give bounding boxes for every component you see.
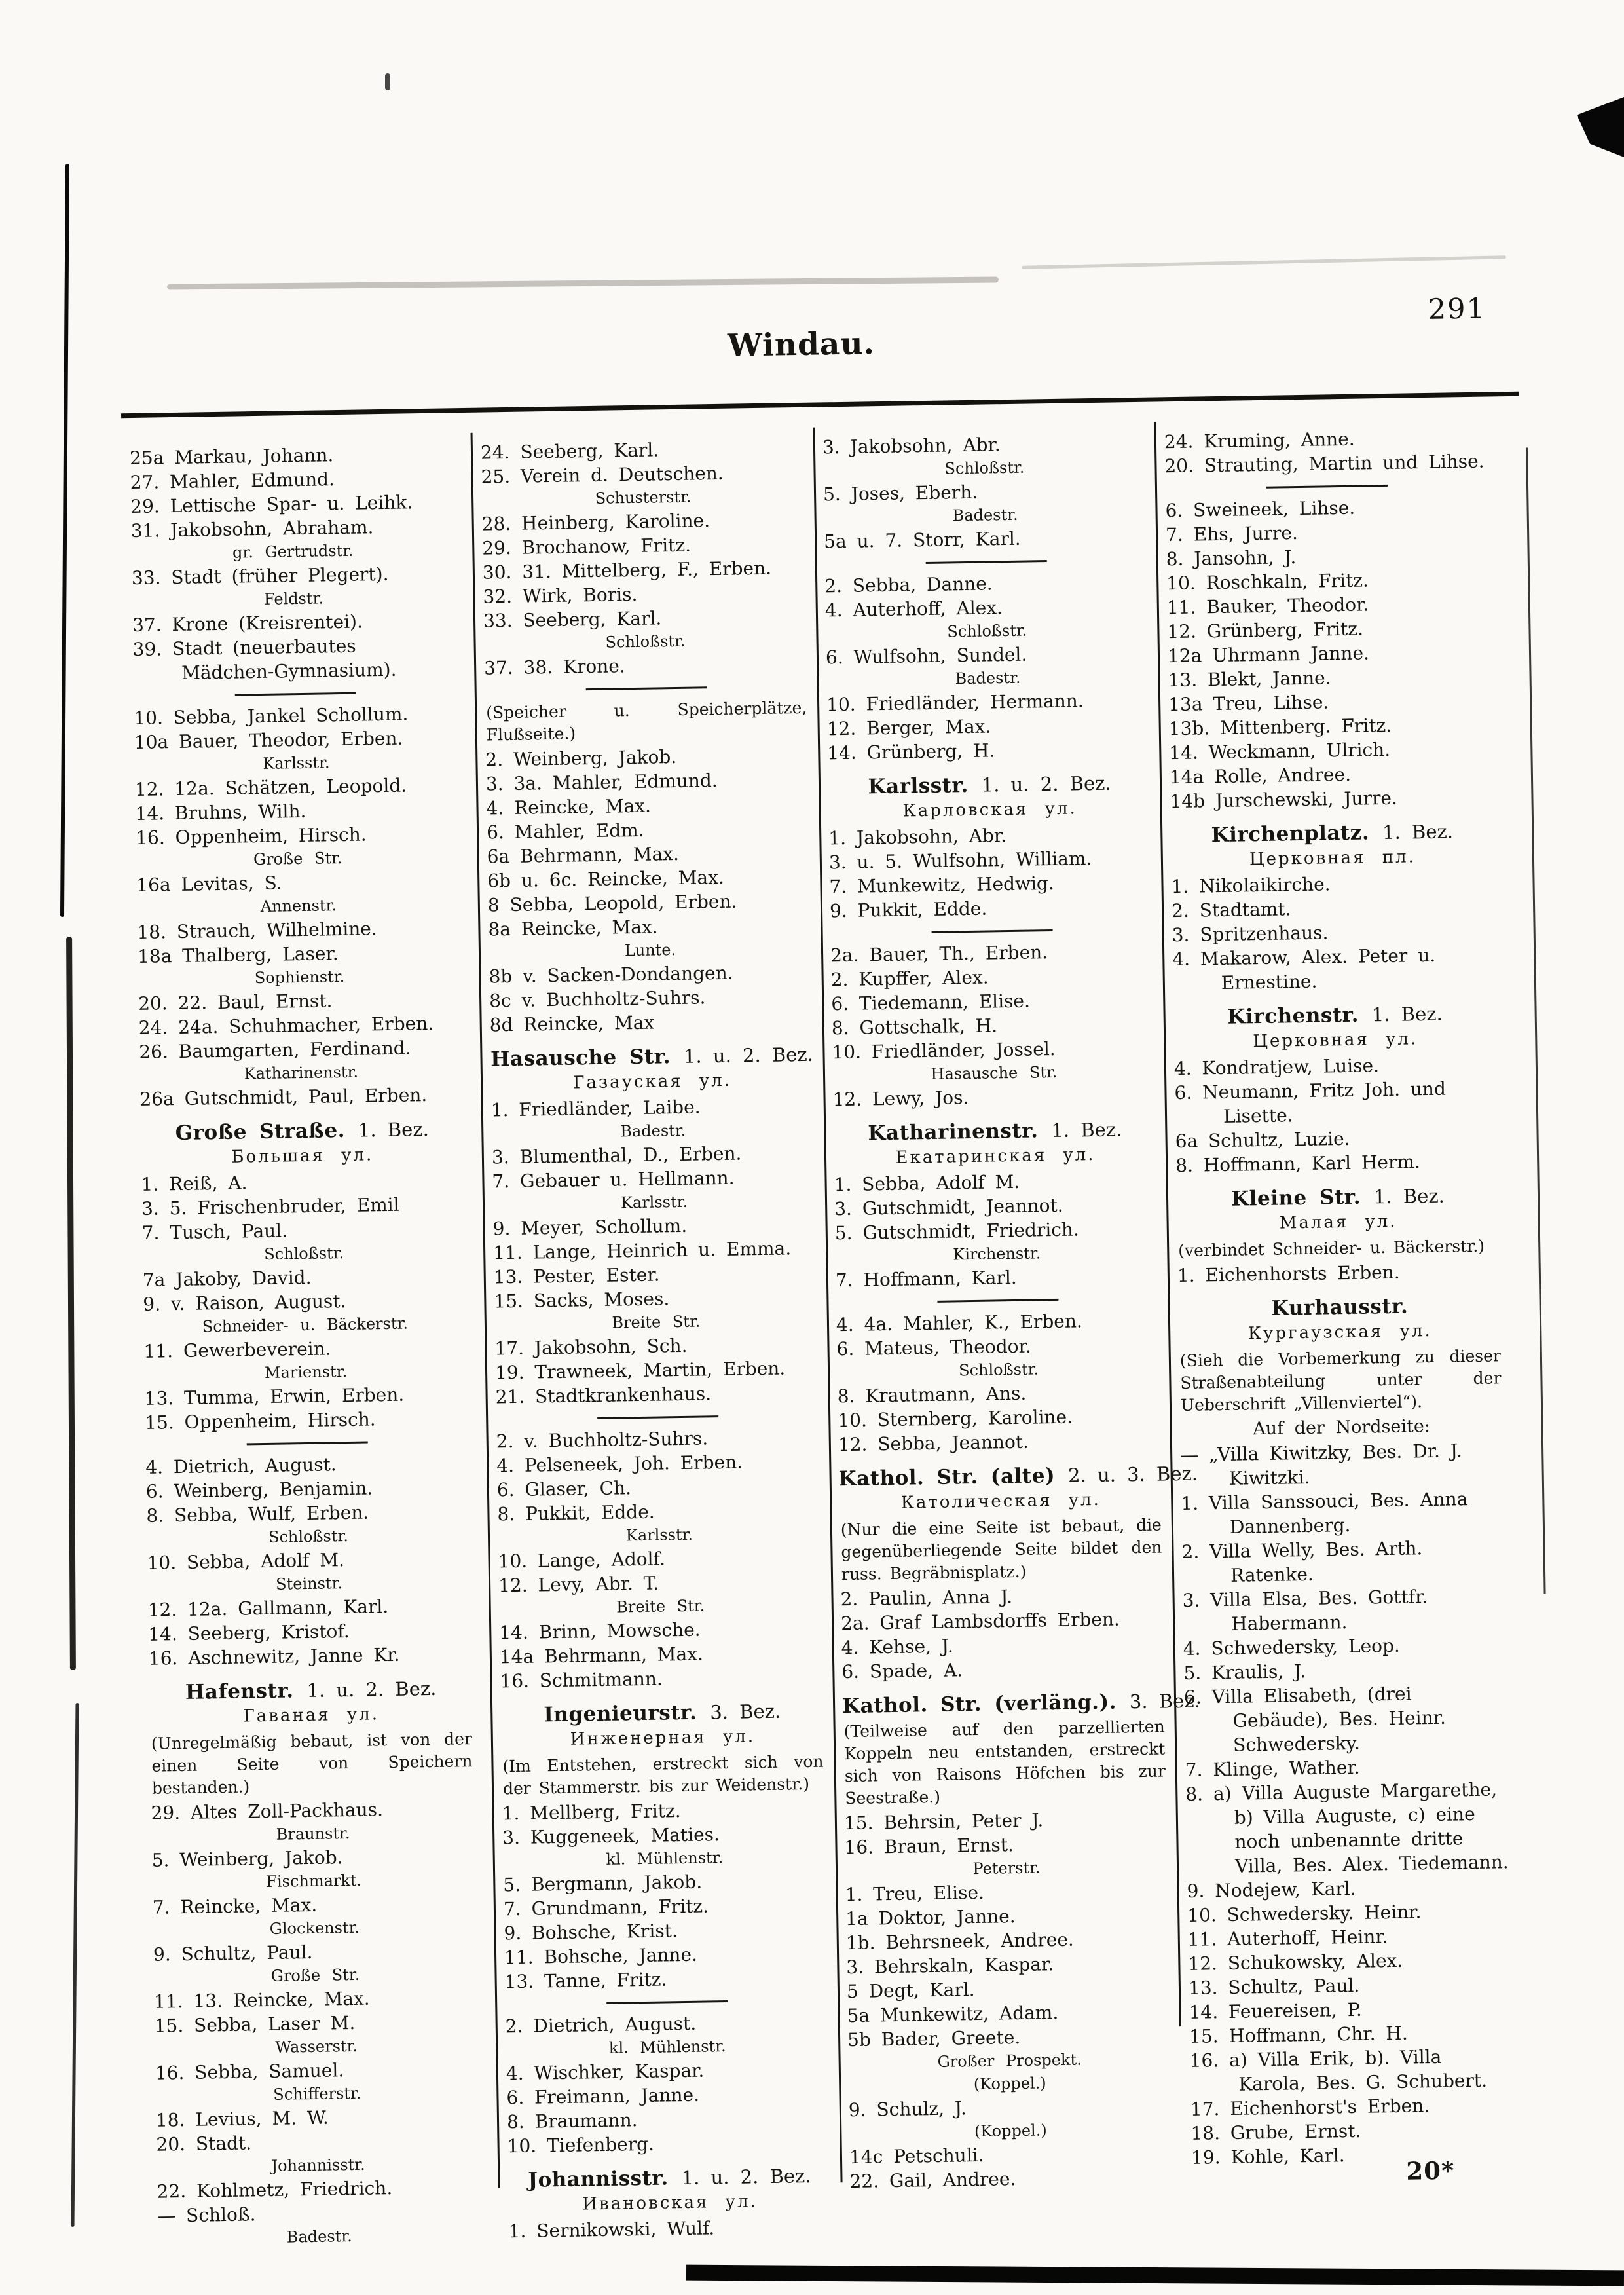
street-caption: Peterstr. (972, 1858, 1041, 1878)
street-heading (841, 1688, 1200, 1719)
entry: 18. Grube, Ernst. (1190, 2119, 1361, 2144)
entry: 1. Friedländer, Laibe. (490, 1096, 701, 1121)
section-note: (Unregelmäßig bebaut, ist von der einen Seite von Speichern bestanden.) (151, 1729, 473, 1798)
street-caption: Glockenstr. (269, 1918, 360, 1938)
entry: 25a Markau, Johann. (129, 444, 334, 470)
entry: 17. Eichenhorst's Erben. (1190, 2095, 1430, 2120)
entry: 20. Stadt. (156, 2132, 252, 2155)
divider (246, 1442, 367, 1446)
entry: 16. Schmitmann. (500, 1668, 663, 1692)
district-label: 3. Bez. (1129, 1689, 1200, 1713)
entry: 16. a) Villa Erik, b). Villa Karola, Bes. G. Schubert. (1189, 2045, 1488, 2095)
entry: 12. 12a. Schätzen, Leopold. (134, 774, 407, 800)
street-caption: Badestr. (286, 2227, 352, 2247)
street-heading (149, 1675, 473, 1706)
entry: 4. Schwedersky, Leop. (1183, 1634, 1401, 1660)
street-caption: Kirchenstr. (953, 1244, 1041, 1264)
entry: 20. 22. Baul, Ernst. (138, 990, 333, 1015)
street-caption: Marienstr. (264, 1362, 348, 1382)
street-caption: Schloßstr. (268, 1526, 349, 1546)
street-heading (828, 770, 1152, 801)
entry: 5. Kraulis, J. (1183, 1660, 1306, 1684)
entry: 9. Meyer, Schollum. (492, 1214, 688, 1240)
entry: 12. Lewy, Jos. (832, 1087, 969, 1111)
entry: 13b. Mittenberg. Fritz. (1168, 714, 1392, 740)
street-caption: Schloßstr. (947, 621, 1027, 641)
entry: 9. v. Raison, August. (143, 1290, 346, 1315)
street-name-russian: Кургаузская ул. (1247, 1320, 1432, 1344)
street-caption: Feldstr. (263, 589, 324, 608)
entry: 14a Rolle, Andree. (1169, 763, 1352, 789)
section-note: (Speicher u. Speicherplätze, Flußseite.) (486, 698, 807, 745)
entry: 17. Jakobsohn, Sch. (494, 1334, 688, 1360)
entry: 15. Hoffmann, Chr. H. (1189, 2022, 1408, 2047)
entry: 14. Weckmann, Ulrich. (1169, 738, 1391, 764)
entry: 16. Sebba, Samuel. (155, 2059, 344, 2084)
entry: 7. Reincke, Max. (152, 1894, 318, 1918)
entry: 10. Schwedersky. Heinr. (1187, 1901, 1422, 1926)
entry: 28. Heinberg, Karoline. (481, 510, 710, 535)
entry: 10. Friedländer, Jossel. (832, 1037, 1056, 1064)
district-label: 1. u. 2. Bez. (683, 1043, 814, 1068)
street-name: Kathol. Str. (verläng.). (841, 1690, 1117, 1719)
street-name-russian: Екатаринская ул. (895, 1145, 1096, 1168)
entry: 12. Levy, Abr. T. (498, 1572, 659, 1597)
entry: 4. Kondratjew, Luise. (1173, 1054, 1380, 1080)
street-name: Kathol. Str. (alte) (838, 1464, 1056, 1491)
entry: 9. Bohsche, Krist. (504, 1920, 678, 1945)
street-caption: Steinstr. (275, 1574, 343, 1594)
entry: 29. Lettische Spar- u. Leihk. (130, 491, 413, 518)
entry: 26. Baumgarten, Ferdinand. (139, 1037, 411, 1063)
entry: 13a Treu, Lihse. (1168, 691, 1329, 716)
street-caption: Schneider- u. Bäckerstr. (202, 1314, 409, 1336)
entry: 5b Bader, Greete. (847, 2026, 1021, 2051)
entry: 14. Bruhns, Wilh. (135, 800, 306, 825)
street-caption: Badestr. (620, 1121, 686, 1141)
entry: 18a Thalberg, Laser. (137, 942, 339, 967)
street-name-russian: Малая ул. (1279, 1211, 1397, 1233)
entry: 8. a) Villa Auguste Margarethe, b) Villa Auguste, c) eine noch unbenannte dritte Villa, Bes. Alex. Tiedemann. (1185, 1778, 1509, 1877)
street-caption: Karlsstr. (620, 1192, 688, 1212)
district-label: 1. Bez. (1051, 1118, 1122, 1142)
street-caption: Breite Str. (616, 1596, 705, 1616)
entry: 24. 24a. Schuhmacher, Erben. (138, 1012, 434, 1039)
street-name: Katharinenstr. (868, 1119, 1039, 1146)
entry: 6. Spade, A. (841, 1659, 963, 1683)
entry: 8. Jansohn, J. (1166, 546, 1297, 570)
entry: 8. Hoffmann, Karl Herm. (1175, 1151, 1421, 1177)
street-caption: gr. Gertrudstr. (232, 541, 354, 562)
entry: 39. Stadt (neuerbautes Mädchen-Gymnasium). (132, 635, 397, 684)
entry: — „Villa Kiwitzky, Bes. Dr. J. Kiwitzki. (1179, 1440, 1462, 1489)
entry: 6. Tiedemann, Elise. (831, 990, 1031, 1015)
entry: 6. Glaser, Ch. (496, 1477, 632, 1501)
street-caption: Karlsstr. (263, 753, 330, 773)
street-caption: Lunte. (624, 941, 676, 960)
entry: 21. Stadtkrankenhaus. (495, 1383, 712, 1408)
entry: 3. Blumenthal, D., Erben. (491, 1142, 742, 1168)
district-label: 1. Bez. (1373, 1184, 1445, 1208)
entry: 6a Behrmann, Max. (487, 842, 680, 868)
street-caption: Karlsstr. (625, 1525, 693, 1545)
entry: 13. Tanne, Fritz. (504, 1968, 667, 1993)
entry: 14a Behrmann, Max. (499, 1643, 704, 1668)
street-caption: Schifferstr. (273, 2083, 361, 2104)
street-caption: Breite Str. (612, 1312, 701, 1332)
entry: 9. Pukkit, Edde. (829, 897, 987, 922)
street-name: Kirchenplatz. (1211, 821, 1370, 848)
street-name: Karlsstr. (868, 773, 969, 799)
entry: 1b. Behrsneek, Andree. (845, 1928, 1075, 1954)
entry: 8c v. Buchholtz-Suhrs. (489, 986, 706, 1012)
entry: 8. Pukkit, Edde. (497, 1501, 655, 1525)
entry: 9. Schulz, J. (848, 2097, 967, 2121)
entry: 5. Gutschmidt, Friedrich. (834, 1218, 1080, 1244)
entry: 6. Villa Elisabeth, (drei Gebäude), Bes. Heinr. Schwedersky. (1183, 1683, 1447, 1756)
district-label: 1. u. 2. Bez. (681, 2165, 811, 2190)
entry: 15. Oppenheim, Hirsch. (144, 1408, 376, 1434)
entry: 5 Degt, Karl. (846, 1979, 975, 2003)
entry: 4. Wischker, Kaspar. (506, 2059, 705, 2085)
entry: 14b Jurschewski, Jurre. (1170, 787, 1398, 813)
entry: 11. 13. Reincke, Max. (153, 1987, 370, 2013)
entry: 15. Sacks, Moses. (494, 1288, 670, 1313)
entry: 13. Blekt, Janne. (1168, 667, 1331, 692)
district-label: 3. Bez. (710, 1700, 781, 1724)
entry: 6. Neumann, Fritz Joh. und Lisette. (1174, 1077, 1447, 1127)
entry: 4. Dietrich, August. (145, 1453, 337, 1478)
entry: 6. Freimann, Janne. (506, 2083, 700, 2109)
entry: 3. 5. Frischenbruder, Emil (141, 1193, 399, 1220)
entry: 14. Feuereisen, P. (1189, 1998, 1363, 2023)
entry: 2. Villa Welly, Bes. Arth. Ratenke. (1181, 1537, 1423, 1586)
entry: 13. Tumma, Erwin, Erben. (144, 1383, 405, 1409)
entry: 19. Kohle, Karl. (1190, 2144, 1345, 2169)
entry: 6. Mahler, Edm. (486, 819, 644, 844)
entry: 2. Dietrich, August. (505, 2012, 697, 2038)
street-name: Hafenstr. (185, 1679, 294, 1704)
entry: 4. 4a. Mahler, K., Erben. (836, 1310, 1083, 1336)
entry: 37. Krone (Kreisrentei). (132, 610, 363, 637)
entry: 4. Pelseneek, Joh. Erben. (496, 1451, 743, 1477)
entry: 7. Grundmann, Fritz. (503, 1895, 709, 1920)
entry: 12. 12a. Gallmann, Karl. (147, 1595, 389, 1621)
column-3 (822, 430, 1200, 2193)
entry: 9. Nodejew, Karl. (1187, 1877, 1356, 1902)
running-head: Windau. (727, 326, 876, 364)
column-divider-rule (1526, 447, 1545, 1594)
street-heading (140, 1115, 464, 1147)
street-caption: Schloßstr. (605, 631, 686, 652)
street-heading (1170, 817, 1494, 849)
entry: 10. Friedländer, Hermann. (826, 690, 1084, 716)
entry: 16. Oppenheim, Hirsch. (135, 823, 367, 849)
entry: 5a Munkewitz, Adam. (847, 2002, 1059, 2027)
divider (925, 560, 1046, 564)
entry: 10. Roschkaln, Fritz. (1166, 569, 1369, 595)
entry: 12. Schukowsky, Alex. (1188, 1949, 1403, 1975)
entry: 1a Doktor, Janne. (845, 1905, 1016, 1930)
district-label: 1. u. 2. Bez. (981, 772, 1111, 796)
street-caption: Schloßstr. (958, 1360, 1039, 1380)
column-1 (130, 441, 481, 2250)
street-caption: (Koppel.) (974, 2121, 1047, 2141)
entry: 24. Seeberg, Karl. (480, 439, 659, 464)
entry: 10a Bauer, Theodor, Erben. (134, 727, 403, 753)
street-name: Johannisstr. (528, 2166, 669, 2192)
entry: 2. Stadtamt. (1171, 898, 1291, 922)
street-name-russian: Ивановская ул. (582, 2192, 758, 2214)
entry: 10. Sternberg, Karoline. (838, 1406, 1073, 1432)
district-label: 2. u. 3. Bez. (1067, 1462, 1198, 1487)
entry: 3. Gutschmidt, Jeannot. (834, 1194, 1063, 1220)
street-name-russian: Большая ул. (231, 1145, 374, 1167)
divider (585, 686, 707, 690)
entry: 20. Strauting, Martin und Lihse. (1164, 450, 1485, 477)
entry: 8d Reincke, Max (489, 1011, 655, 1036)
street-name-russian: Гаваная ул. (243, 1704, 380, 1726)
street-name: Hasausche Str. (490, 1045, 671, 1072)
street-caption: Badestr. (955, 668, 1021, 688)
entry: 1. Sebba, Adolf M. (834, 1170, 1020, 1196)
entry: 2. Paulin, Anna J. (840, 1586, 1013, 1611)
entry: 2a. Graf Lambsdorffs Erben. (840, 1608, 1120, 1635)
entry: 3. Kuggeneek, Maties. (502, 1823, 720, 1849)
entry: 11. Gewerbeverein. (143, 1337, 331, 1362)
entry: 10. Lange, Adolf. (498, 1548, 666, 1573)
entry: 2. Weinberg, Jakob. (485, 745, 677, 771)
page-number: 291 (1428, 292, 1486, 326)
entry: 33. Stadt (früher Plegert). (131, 563, 389, 589)
entry: 2. Kupffer, Alex. (830, 966, 989, 991)
section-note: (verbindet Schneider- u. Bäckerstr.) (1178, 1236, 1485, 1261)
district-label: 1. Bez. (1371, 1002, 1443, 1026)
street-name: Ingenieurstr. (544, 1700, 697, 1727)
entry: 1. Villa Sanssouci, Bes. Anna Dannenberg. (1181, 1488, 1468, 1538)
entry: 30. 31. Mittelberg, F., Erben. (482, 557, 772, 584)
entry: 7. Gebauer u. Hellmann. (492, 1166, 735, 1193)
entry: 22. Kohlmetz, Friedrich. (157, 2177, 393, 2203)
entry: 24. Kruming, Anne. (1164, 428, 1355, 453)
entry: 7. Ehs, Jurre. (1165, 522, 1299, 546)
divider (597, 1415, 718, 1419)
entry: 12. Berger, Max. (826, 715, 991, 740)
entry: 3. Jakobsohn, Abr. (822, 434, 1001, 458)
street-caption: Schusterstr. (595, 487, 692, 508)
entry: 16. Aschnewitz, Janne Kr. (148, 1643, 400, 1670)
entry: 4. Reincke, Max. (486, 794, 652, 819)
entry: 11. Lange, Heinrich u. Emma. (492, 1237, 792, 1264)
entry: 33. Seeberg, Karl. (483, 607, 662, 632)
entry: 14. Seeberg, Kristof. (148, 1620, 350, 1645)
district-label: 1. u. 2. Bez. (306, 1677, 437, 1702)
divider (234, 692, 356, 696)
entry: 13. Schultz, Paul. (1188, 1974, 1360, 1999)
entry: 14. Brinn, Mowsche. (499, 1618, 701, 1644)
entry: 26a Gutschmidt, Paul, Erben. (139, 1084, 428, 1110)
entry: 8 Sebba, Leopold, Erben. (487, 890, 737, 916)
entry: 16a Levitas, S. (136, 872, 282, 896)
entry: 6. Weinberg, Benjamin. (145, 1477, 373, 1502)
entry: 5. Joses, Eberh. (822, 481, 978, 506)
entry: 32. Wirk, Boris. (483, 583, 638, 608)
entry: 18. Strauch, Wilhelmine. (137, 918, 377, 943)
entry: 10. Tiefenberg. (507, 2133, 655, 2157)
entry: 8. Sebba, Wulf, Erben. (146, 1501, 369, 1527)
entry: 14. Grünberg, H. (827, 739, 995, 764)
street-heading (833, 1116, 1157, 1148)
entry: 1. Sernikowski, Wulf. (508, 2217, 715, 2243)
entry: 19. Trawneek, Martin, Erben. (494, 1357, 786, 1384)
entry: 1. Mellberg, Fritz. (502, 1800, 681, 1825)
entry: — Schloß. (157, 2203, 256, 2227)
street-caption: Fischmarkt. (266, 1871, 362, 1892)
street-caption: Wasserstr. (275, 2036, 358, 2057)
entry: 7. Hoffmann, Karl. (835, 1266, 1017, 1292)
street-caption: Annenstr. (260, 896, 337, 916)
street-heading (838, 1461, 1198, 1492)
street-caption: Badestr. (952, 505, 1018, 525)
entry: 5. Weinberg, Jakob. (151, 1846, 343, 1871)
entry: 6b u. 6c. Reincke, Max. (487, 866, 724, 892)
entry: 3. Spritzenhaus. (1172, 922, 1329, 946)
section-note: (Sieh die Vorbemerkung zu dieser Straßenabteilung unter der Ueberschrift „Villenviertel“). (1179, 1346, 1502, 1415)
entry: 4. Kehse, J. (841, 1635, 954, 1659)
column-2 (481, 436, 832, 2243)
entry: 2a. Bauer, Th., Erben. (830, 941, 1048, 967)
entry: 4. Auterhoff, Alex. (824, 597, 1003, 622)
section-note: (Nur die eine Seite ist bebaut, die gegenüberliegende Seite bildet den russ. Begräbnisplatz.) (840, 1515, 1162, 1584)
street-caption: Schloßstr. (264, 1244, 344, 1263)
entry: 6a Schultz, Luzie. (1175, 1127, 1350, 1153)
divider (937, 1299, 1058, 1303)
entry: 11. Bauker, Theodor. (1166, 593, 1369, 619)
entry: 16. Braun, Ernst. (844, 1834, 1014, 1859)
entry: 3. u. 5. Wulfsohn, William. (828, 848, 1092, 874)
signature-mark: 20* (1406, 2155, 1455, 2186)
entry: 1. Nikolaikirche. (1171, 873, 1331, 898)
street-caption: Großer Prospekt. (937, 2050, 1082, 2071)
entry: 12. Grünberg, Fritz. (1167, 618, 1364, 643)
divider (1266, 485, 1387, 489)
entry: 6. Mateus, Theodor. (836, 1335, 1031, 1360)
entry: 6. Wulfsohn, Sundel. (825, 643, 1027, 669)
street-caption: kl. Mühlenstr. (608, 2037, 726, 2057)
entry: 8. Gottschalk, H. (831, 1015, 998, 1039)
street-caption: Große Str. (253, 849, 342, 869)
street-name: Kurhausstr. (1270, 1294, 1409, 1320)
street-caption: Katharinenstr. (244, 1062, 359, 1083)
entry: 7a Jakoby, David. (142, 1266, 312, 1291)
entry: 11. Auterhoff, Heinr. (1187, 1926, 1388, 1950)
entry: 9. Schultz, Paul. (153, 1941, 313, 1966)
street-name: Kirchenstr. (1227, 1003, 1359, 1029)
street-caption: Große Str. (270, 1965, 360, 1985)
street-caption: (Koppel.) (973, 2074, 1046, 2094)
header-rule (121, 392, 1519, 419)
entry: 14c Petschuli. (849, 2144, 984, 2169)
street-caption: Hasausche Str. (931, 1062, 1058, 1083)
entry: 6. Sweineek, Lihse. (1165, 496, 1356, 522)
street-name-russian: Инженерная ул. (570, 1726, 756, 1749)
street-heading (500, 1698, 824, 1729)
entry: 10. Sebba, Adolf M. (147, 1549, 345, 1574)
entry: 12. Sebba, Jeannot. (838, 1430, 1029, 1456)
entry: 37. 38. Krone. (483, 655, 625, 679)
entry: 3. 3a. Mahler, Edmund. (485, 770, 718, 795)
entry: 15. Sebba, Laser M. (154, 2011, 356, 2037)
divider (931, 929, 1052, 933)
district-label: 1. Bez. (358, 1117, 430, 1142)
entry: 8a Reincke, Max. (488, 916, 658, 941)
section-note: (Teilweise auf den parzellierten Koppeln neu entstanden, erstreckt sich von Raisons Höfchen bis zur Seestraße.) (843, 1717, 1166, 1808)
section-note: (Im Entstehen, erstreckt sich von der Stammerstr. bis zur Weidenstr.) (502, 1751, 824, 1799)
entry: 27. Mahler, Edmund. (130, 468, 335, 494)
street-name-russian: Газауская ул. (573, 1070, 732, 1093)
entry: 2. Sebba, Danne. (824, 572, 993, 597)
divider (606, 2000, 728, 2004)
entry: 29. Brochanow, Fritz. (482, 534, 692, 559)
entry: 22. Gail, Andree. (849, 2168, 1016, 2193)
entry: 1. Reiß, A. (141, 1172, 248, 1195)
entry: 8b v. Sacken-Dondangen. (489, 961, 733, 988)
entry: 29. Altes Zoll-Packhaus. (151, 1799, 384, 1824)
entry: 3. Behrskaln, Kaspar. (846, 1953, 1054, 1979)
entry: 1. Jakobsohn, Abr. (828, 825, 1007, 849)
entry: 7. Munkewitz, Hedwig. (829, 872, 1054, 898)
entry: 18. Levius, M. W. (155, 2106, 329, 2131)
street-caption: Johannisstr. (271, 2155, 365, 2175)
district-label: 1. Bez. (1382, 820, 1454, 844)
centered-line: Auf der Nordseite: (1252, 1416, 1431, 1440)
entry: 10. Sebba, Jankel Schollum. (134, 703, 409, 729)
street-name: Kleine Str. (1230, 1185, 1361, 1211)
entry: 31. Jakobsohn, Abraham. (130, 516, 374, 542)
column-4 (1164, 424, 1515, 2169)
entry: 2. v. Buchholtz-Suhrs. (496, 1427, 709, 1453)
street-name-russian: Церковная пл. (1249, 847, 1416, 870)
street-name-russian: Католическая ул. (900, 1489, 1101, 1513)
entry: 7. Klinge, Wather. (1185, 1756, 1360, 1781)
street-name: Große Straße. (175, 1119, 346, 1146)
street-caption: Braunstr. (276, 1824, 350, 1844)
entry: 8. Krautmann, Ans. (837, 1382, 1027, 1408)
street-name-russian: Церковная ул. (1253, 1029, 1418, 1052)
entry: 15. Behrsin, Peter J. (843, 1809, 1044, 1835)
street-heading (507, 2163, 832, 2194)
entry: 3. Villa Elsa, Bes. Gottfr. Habermann. (1182, 1586, 1428, 1635)
street-caption: kl. Mühlenstr. (606, 1848, 724, 1869)
entry: 5a u. 7. Storr, Karl. (823, 527, 1021, 553)
entry: 4. Makarow, Alex. Peter u. Ernestine. (1172, 944, 1436, 994)
street-caption: Schloßstr. (944, 458, 1025, 478)
street-heading (490, 1041, 814, 1073)
entry: 13. Pester, Ester. (493, 1263, 660, 1288)
entry: 12a Uhrmann Janne. (1167, 642, 1370, 667)
street-caption: Sophienstr. (254, 967, 345, 988)
entry: 11. Bohsche, Janne. (504, 1943, 698, 1969)
entry: 25. Verein d. Deutschen. (481, 462, 724, 488)
entry: 1. Eichenhorsts Erben. (1177, 1261, 1400, 1287)
entry: 7. Tusch, Paul. (141, 1220, 288, 1244)
street-name-russian: Карловская ул. (902, 798, 1077, 821)
entry: 8. Braumann. (506, 2109, 638, 2133)
entry: 5. Bergmann, Jakob. (503, 1871, 703, 1896)
entry: 1. Treu, Elise. (845, 1881, 985, 1906)
